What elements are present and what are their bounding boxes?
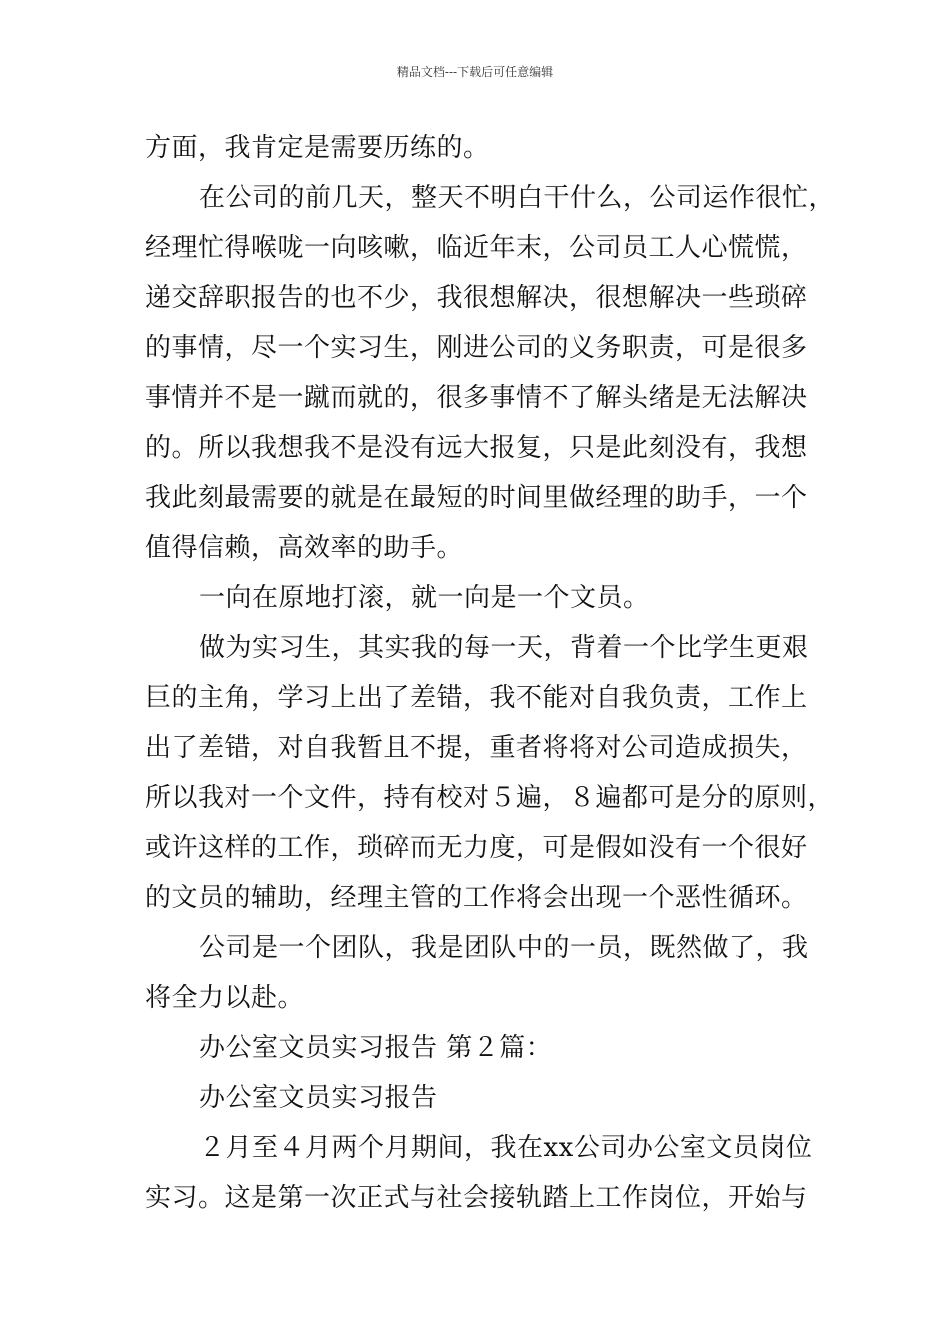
text-line: 的文员的辅助，经理主管的工作将会出现一个恶性循环。 (145, 883, 808, 913)
document-body (145, 123, 836, 1223)
text-line: 的事情，尽一个实习生，刚进公司的义务职责，可是很多 (145, 333, 808, 363)
section-heading: 办公室文员实习报告 第２篇： (199, 1033, 553, 1063)
text-line: 将全力以赴。 (145, 983, 305, 1013)
text-line: 一向在原地打滚，就一向是一个文员。 (199, 583, 650, 613)
text-line: 实习。这是第一次正式与社会接轨踏上工作岗位，开始与 (145, 1183, 808, 1213)
text-line: ２月至４月两个月期间，我在xx公司办公室文员岗位 (199, 1133, 813, 1163)
text-line: 经理忙得喉咙一向咳嗽，临近年末，公司员工人心慌慌， (145, 233, 808, 263)
text-line: 出了差错，对自我暂且不提，重者将将对公司造成损失， (145, 733, 808, 763)
text-line: 所以我对一个文件，持有校对５遍，８遍都可是分的原则， (145, 783, 835, 813)
page-header: 精品文档---下载后可任意编辑 (396, 65, 554, 79)
text-line: 在公司的前几天，整天不明白干什么，公司运作很忙， (199, 183, 836, 213)
text-line: 方面，我肯定是需要历练的。 (145, 133, 490, 163)
text-line: 值得信赖，高效率的助手。 (145, 533, 464, 563)
text-line: 做为实习生，其实我的每一天，背着一个比学生更艰 (199, 633, 809, 663)
report-title: 办公室文员实习报告 (199, 1083, 438, 1113)
text-line: 我此刻最需要的就是在最短的时间里做经理的助手，一个 (145, 483, 808, 513)
text-line: 的。所以我想我不是没有远大报复，只是此刻没有，我想 (145, 433, 808, 463)
text-line: 或许这样的工作，琐碎而无力度，可是假如没有一个很好 (145, 833, 808, 863)
text-line: 递交辞职报告的也不少，我很想解决，很想解决一些琐碎 (145, 283, 808, 313)
text-line: 巨的主角，学习上出了差错，我不能对自我负责，工作上 (145, 683, 808, 713)
text-line: 事情并不是一蹴而就的，很多事情不了解头绪是无法解决 (145, 383, 808, 413)
text-line: 公司是一个团队，我是团队中的一员，既然做了，我 (199, 933, 809, 963)
